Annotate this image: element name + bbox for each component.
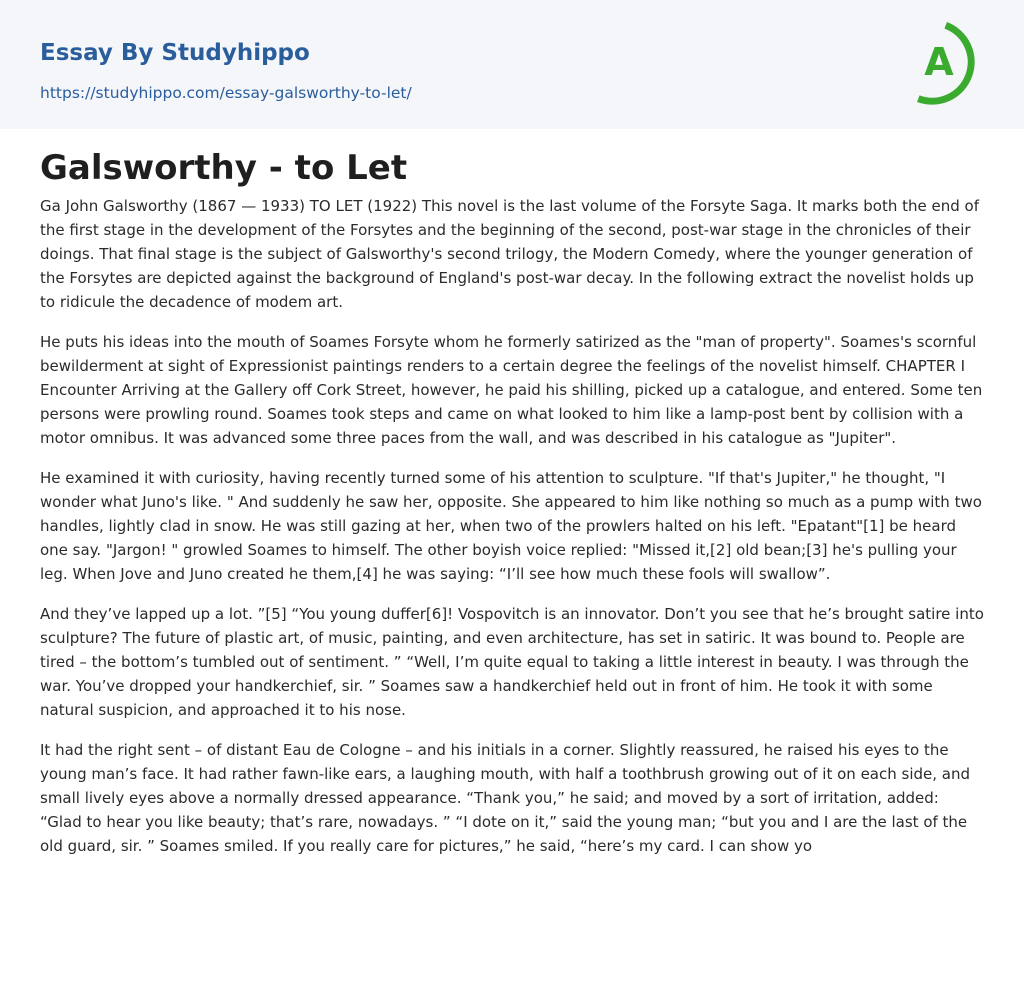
essay-paragraph: It had the right sent – of distant Eau de Cologne – and his initials in a corner. Slightly reassured, he raised his eyes to the young man’s face. It had rather fawn-like ears, a laughing mouth, with half a toothbrush growing out of it on each side, and small lively eyes above a normally dressed appearance. “Thank you,” he said; and moved by a sort of irritation, added: “Glad to hear you like beauty; that’s rare, nowadays. ” “I dote on it,” said the young man; “but you and I are the last of the old guard, sir. ” Soames smiled. If you really care for pictures,” he said, “here’s my card. I can show yo: [40, 741, 970, 855]
essay-paragraph: He puts his ideas into the mouth of Soames Forsyte whom he formerly satirized as the "man of property". Soames's scornful bewilderment at sight of Expressionist paintings renders to a certain degree the feelings of the novelist himself. CHAPTER I Encounter Arriving at the Gallery off Cork Street, however, he paid his shilling, picked up a catalogue, and entered. Some ten persons were prowling round. Soames took steps and came on what looked to him like a lamp-post bent by collision with a motor omnibus. It was advanced some three paces from the wall, and was described in his catalogue as "Jupiter".: [40, 333, 983, 447]
site-header: [0, 0, 1024, 129]
essay-paragraph: He examined it with curiosity, having recently turned some of his attention to sculpture. "If that's Jupiter," he thought, "I wonder what Juno's like. " And suddenly he saw her, opposite. She appeared to him like nothing so much as a pump with two handles, lightly clad in snow. He was still gazing at her, when two of the prowlers halted on his left. "Epatant"[1] be heard one say. "Jargon! " growled Soames to himself. The other boyish voice replied: "Missed it,[2] old bean;[3] he's pulling your leg. When Jove and Juno created he them,[4] he was saying: “I’ll see how much these fools will swallow”.: [40, 469, 982, 583]
logo-letter: A: [924, 40, 954, 84]
essay-paragraph: And they’ve lapped up a lot. ”[5] “You young duffer[6]! Vospovitch is an innovator. Don’t you see that he’s brought satire into sculpture? The future of plastic art, of music, painting, and even architecture, has set in satiric. It was bound to. People are tired – the bottom’s tumbled out of sentiment. ” “Well, I’m quite equal to taking a little interest in beauty. I was through the war. You’ve dropped your handkerchief, sir. ” Soames saw a handkerchief held out in front of him. He took it with some natural suspicion, and approached it to his nose.: [40, 605, 984, 719]
essay-url-link[interactable]: https://studyhippo.com/essay-galsworthy-to-let/: [40, 84, 412, 102]
essay-paragraph: Ga John Galsworthy (1867 — 1933) TO LET (1922) This novel is the last volume of the Forsyte Saga. It marks both the end of the first stage in the development of the Forsytes and the beginning of the second, post-war stage in the chronicles of their doings. That final stage is the subject of Galsworthy's second trilogy, the Modern Comedy, where the younger generation of the Forsytes are depicted against the background of England's post-war decay. In the following extract the novelist holds up to ridicule the decadence of modem art.: [40, 197, 979, 311]
essay-body: [40, 194, 984, 874]
site-title[interactable]: Essay By Studyhippo: [40, 40, 310, 66]
page-title: Galsworthy - to Let: [40, 148, 408, 188]
studyhippo-logo-icon[interactable]: [912, 19, 986, 105]
